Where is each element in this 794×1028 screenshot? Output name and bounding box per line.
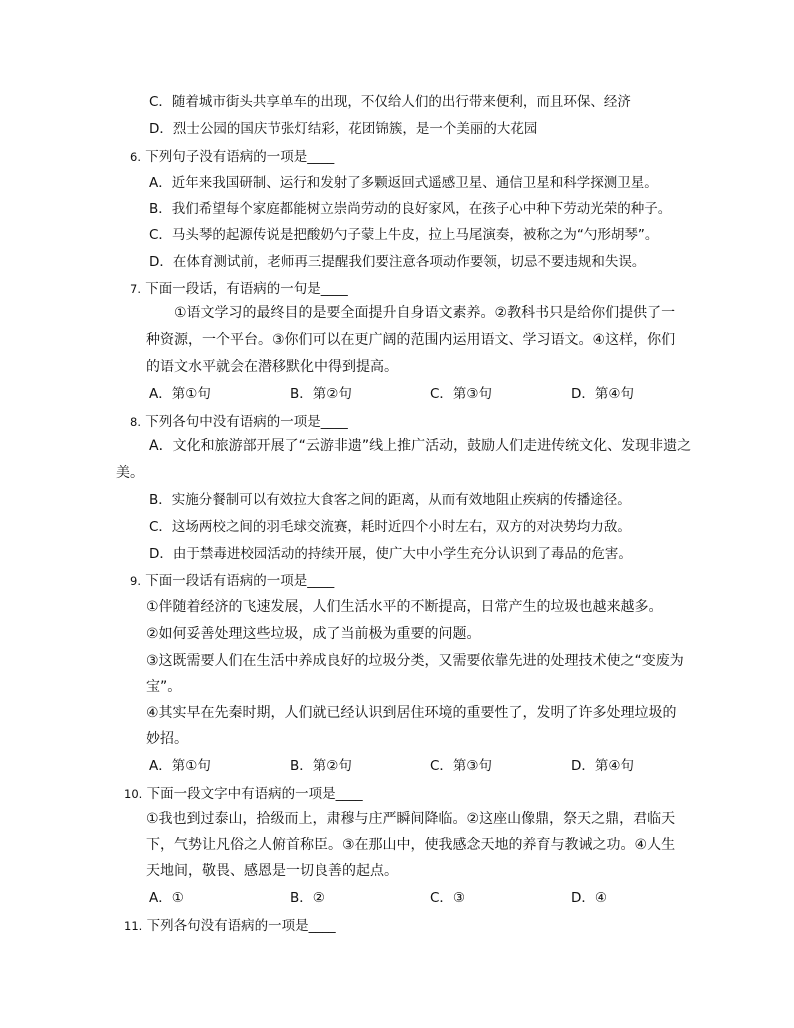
q9-sentence-1: ①伴随着经济的飞速发展，人们生活水平的不断提高，日常产生的垃圾也越来越多。 xyxy=(146,599,663,615)
q7-number: 7. xyxy=(130,282,141,296)
q9-option-b: B．第②句 xyxy=(290,758,352,774)
q11-stem-text: 下列各句没有语病的一项是____ xyxy=(146,918,336,934)
q9-sentence-3-line-2: 宝”。 xyxy=(146,679,182,695)
q8-stem xyxy=(130,412,348,432)
q9-stem-text: 下面一段话有语病的一项是____ xyxy=(145,573,335,589)
q6-stem-text: 下列句子没有语病的一项是____ xyxy=(145,149,335,165)
q10-stem xyxy=(124,784,363,804)
q7-passage-line-3: 的语文水平就会在潜移默化中得到提高。 xyxy=(146,359,398,375)
q10-option-c: C．③ xyxy=(430,890,466,906)
q8-option-b: B．实施分餐制可以有效拉大食客之间的距离，从而有效地阻止疾病的传播途径。 xyxy=(149,492,631,508)
q6-option-b: B．我们希望每个家庭都能树立崇尚劳动的良好家风，在孩子心中种下劳动光荣的种子。 xyxy=(149,201,672,217)
q10-option-b: B．② xyxy=(290,890,325,906)
q7-passage-line-1: ①语文学习的最终目的是要全面提升自身语文素养。②教科书只是给你们提供了一 xyxy=(174,305,676,321)
q10-passage-line-2: 下，气势让凡俗之人俯首称臣。③在那山中，使我感念天地的养育与教诫之功。④人生 xyxy=(146,837,676,853)
q8-stem-text: 下列各句中没有语病的一项是____ xyxy=(145,414,348,430)
q11-stem xyxy=(124,916,336,936)
q6-number: 6. xyxy=(130,150,141,164)
q10-stem-text: 下面一段文字中有语病的一项是____ xyxy=(146,786,363,802)
q8-option-c: C．这场两校之间的羽毛球交流赛，耗时近四个小时左右，双方的对决势均力敌。 xyxy=(149,519,631,535)
q11-number: 11. xyxy=(124,919,143,933)
q5-option-c: C．随着城市街头共享单车的出现，不仅给人们的出行带来便利，而且环保、经济 xyxy=(149,94,631,110)
q5-option-d: D．烈士公园的国庆节张灯结彩，花团锦簇，是一个美丽的大花园 xyxy=(149,121,538,137)
q9-number: 9. xyxy=(130,574,141,588)
q10-option-a: A．① xyxy=(149,890,184,906)
q7-option-b: B．第②句 xyxy=(290,386,352,402)
q7-stem xyxy=(130,279,348,299)
q9-sentence-3-line-1: ③这既需要人们在生活中养成良好的垃圾分类，又需要依靠先进的处理技术使之“变废为 xyxy=(146,653,684,669)
q10-option-d: D．④ xyxy=(571,890,607,906)
q6-option-a: A．近年来我国研制、运行和发射了多颗返回式遥感卫星、通信卫星和科学探测卫星。 xyxy=(149,175,658,191)
q10-passage-line-3: 天地间，敬畏、感恩是一切良善的起点。 xyxy=(146,863,398,879)
q6-stem xyxy=(130,147,334,167)
q9-sentence-2: ②如何妥善处理这些垃圾，成了当前极为重要的问题。 xyxy=(146,626,481,642)
q9-option-c: C．第③句 xyxy=(430,758,493,774)
q7-option-c: C．第③句 xyxy=(430,386,493,402)
q9-sentence-4-line-2: 妙招。 xyxy=(146,731,188,747)
q8-option-a-line-2: 美。 xyxy=(116,465,144,481)
q6-option-c: C．马头琴的起源传说是把酸奶勺子蒙上牛皮，拉上马尾演奏，被称之为“勺形胡琴”。 xyxy=(149,227,659,243)
q7-passage-line-2: 种资源，一个平台。③你们可以在更广阔的范围内运用语文、学习语文。④这样，你们 xyxy=(146,332,676,348)
q8-number: 8. xyxy=(130,415,141,429)
q9-stem xyxy=(130,571,334,591)
q7-stem-text: 下面一段话，有语病的一句是____ xyxy=(145,281,348,297)
q7-option-a: A．第①句 xyxy=(149,386,211,402)
q10-number: 10. xyxy=(124,787,143,801)
q7-option-d: D．第④句 xyxy=(571,386,634,402)
q9-sentence-4-line-1: ④其实早在先秦时期，人们就已经认识到居住环境的重要性了，发明了许多处理垃圾的 xyxy=(146,705,677,721)
q8-option-d: D．由于禁毒进校园活动的持续开展，使广大中小学生充分认识到了毒品的危害。 xyxy=(149,546,632,562)
q10-passage-line-1: ①我也到过泰山，拾级而上，肃穆与庄严瞬间降临。②这座山像鼎，祭天之鼎，君临天 xyxy=(146,811,676,827)
q6-option-d: D．在体育测试前，老师再三提醒我们要注意各项动作要领，切忌不要违规和失误。 xyxy=(149,254,646,270)
q9-option-d: D．第④句 xyxy=(571,758,634,774)
q9-option-a: A．第①句 xyxy=(149,758,211,774)
q8-option-a-line-1: A．文化和旅游部开展了“云游非遗”线上推广活动，鼓励人们走进传统文化、发现非遗之 xyxy=(149,438,692,454)
